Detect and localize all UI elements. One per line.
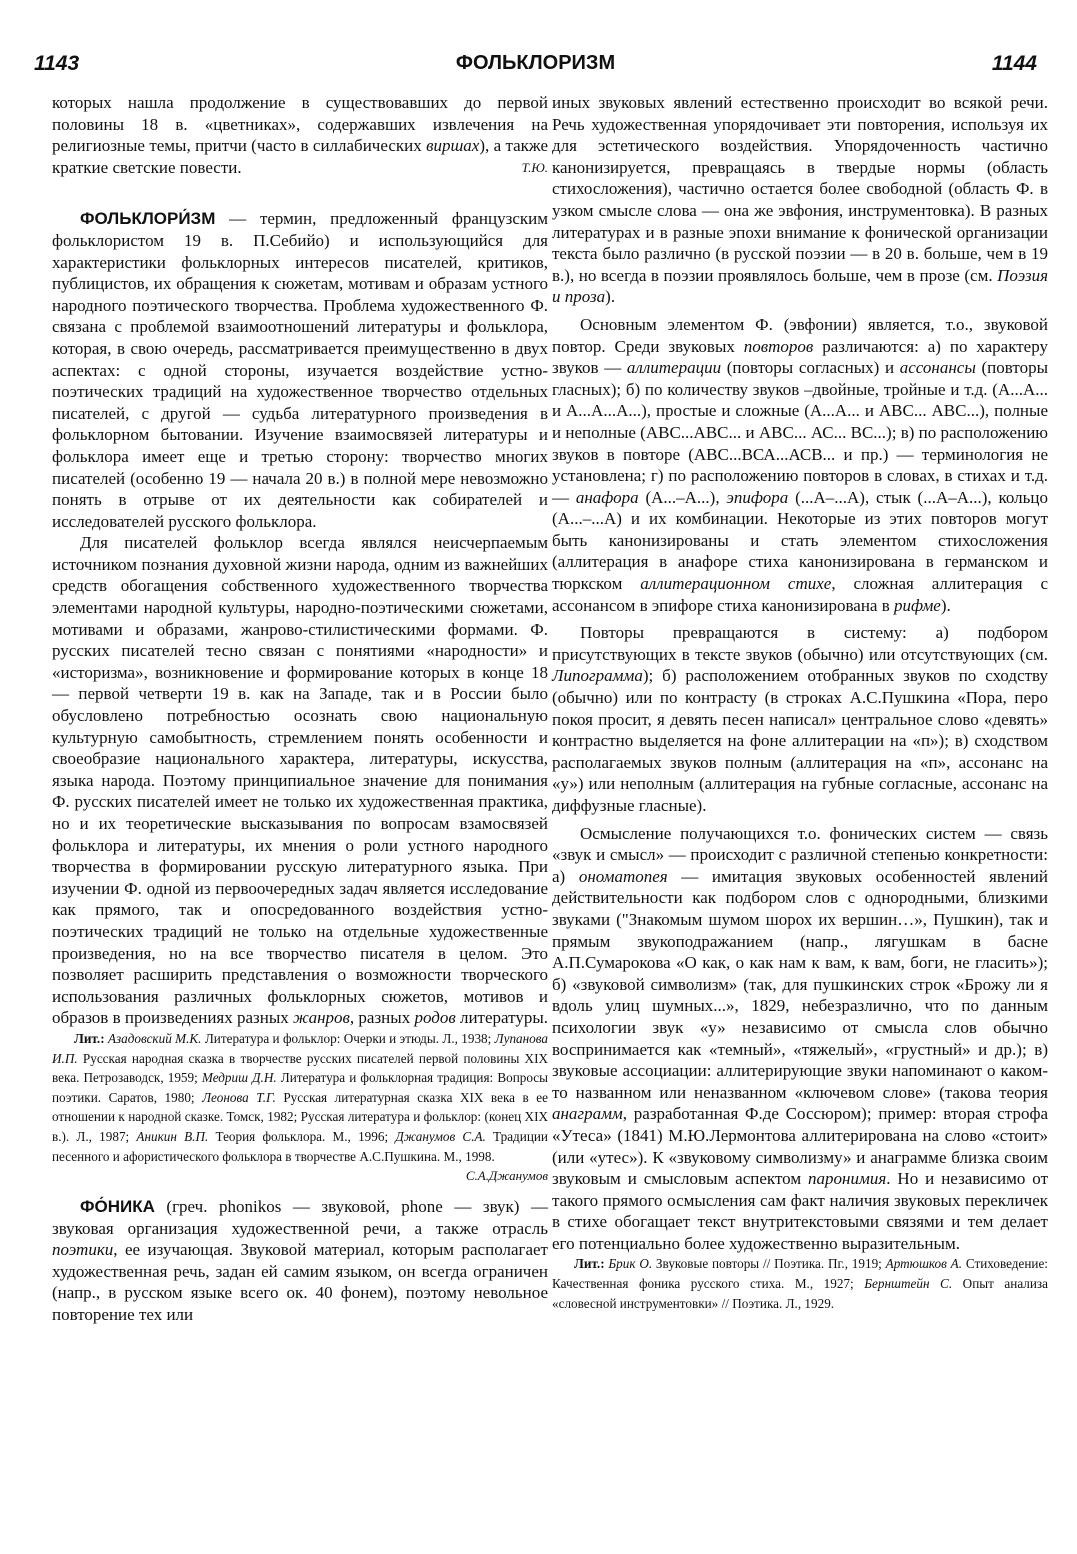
author-signature: Т.Ю. [521,159,548,175]
running-title: ФОЛЬКЛОРИЗМ [455,52,616,74]
paragraph: Для писателей фольклор всегда являлся неисчерпаемым источником познания духовной жизни народа, одним из важнейших средств обогащения собственного художественного творчества элементами народной культуры, народно-поэтическими сюжетами, мотивами и образами, жанрово-стилистическими формами. Ф. русских писателей тесно связан с понятиями «народности» и «историзма», возникновение и формирование которых в конце 18 — первой четверти 19 в. как на Западе, так и в России было обусловлено потребностью осознать свою национальную культурную самобытность, стремлением понять особенности и своеобразие национального характера, литературы, искусства, языка народа. Поэтому принципиальное значение для понимания Ф. русских писателей имеет не только их художественная практика, но и их теоретические высказывания по вопросам взамосвязей фольклора и литературы, их мнения о роли устного народного творчества в формировании русскую литературного языка. При изучении Ф. одной из первоочередных задач является исследование как прямого, так и опосредованного воздействия устно-поэтических традиций не только на отдельные художественные произведения, но на все творчество писателя в целом. Это позволяет расширить представления о возможности творческого использования различных фольклорных сюжетов, мотивов и образов в произведениях разных жанров, разных родов литературы. [52,533,549,1028]
bibliography: Лит.: Брик О. Звуковые повторы // Поэтика. Пг., 1919; Артюшков А. Стиховедение: Качественная фоника русского стиха. М., 1927; Бернштейн С. Опыт анализа «словесной инструментовки» // Поэтика. Л., 1929. [552,1256,1048,1311]
entry-headword: ФОЛЬКЛОРИ́ЗМ [80,209,216,229]
left-column [52,92,548,1326]
paragraph-continuation: которых нашла продолжение в существовавших до первой половины 18 в. «цветниках», содержавших извлечения на религиозные темы, притчи (часто в силлабических виршах), а также краткие светские повести. Т.Ю. [52,93,548,177]
page-header [34,52,1037,86]
bibliography: Лит.: Азадовский М.К. Литература и фольклор: Очерки и этюды. Л., 1938; Лупанова И.П. Русская народная сказка в творчестве русских писателей первой половины XIX века. Петрозаводск, 1959; Медриш Д.Н. Литература и фольклорная традиция: Вопросы поэтики. Саратов, 1980; Леонова Т.Г. Русская литературная сказка XIX века в ее отношении к народной сказке. Томск, 1982; Русская литература и фольклор: (конец XIX в.). Л., 1987; Аникин В.П. Теория фольклора. М., 1996; Джанумов С.А. Традиции песенного и афористического фольклора в творчестве А.С.Пушкина. М., 1998. С.А.Джанумов [52,1029,548,1166]
entry-headword: ФО́НИКА [80,1197,155,1217]
author-signature: С.А.Джанумов [465,1168,548,1184]
right-column [552,92,1048,1313]
page-number-left: 1143 [34,52,80,75]
entry-folklorism: ФОЛЬКЛОРИ́ЗМ — термин, предложенный французским фольклористом 19 в. П.Себийо) и использующийся для характеристики фольклорных интересов писателей, критиков, публицистов, их обращения к сюжетам, мотивам и образам устного народного поэтического творчества. Проблема художественного Ф. связана с проблемой взаимоотношений литературы и фольклора, которая, в свою очередь, рассматривается преимущественно в двух аспектах: с одной стороны, изучается воздействие устно-поэтических традиций на художественное творчество отдельных писателей, с другой — судьба литературного произведения в фольклорном бытовании. Изучение взаимосвязей литературы и фольклора имеет еще и третью сторону: творчество многих писателей (особенно 19 — начала 20 в.) в полной мере невозможно понять в отрыве от их деятельности как собирателей и исследователей русского фольклора. [52,209,548,531]
paragraph: Повторы превращаются в систему: а) подбором присутствующих в тексте звуков (обычно) или отсутствующих (см. Липограмма); б) расположением отобранных звуков по сходству (обычно) или по контрасту (в строках А.С.Пушкина «Пора, перо покоя просит, я девять песен написал» центральное слово «девять» контрастно выделяется на фоне аллитерации на «п»); в) сходством располагаемых звуков полным (аллитерация на «п», ассонанс на «у») или неполным (аллитерация на губные согласные, ассонанс на диффузные гласные). [552,623,1048,815]
entry-fonika: ФО́НИКА (греч. phonikos — звуковой, phone — звук) — звуковая организация художественной речи, а также отрасль поэтики, ее изучающая. Звуковой материал, которым располагает художественная речь, задан ей самим языком, он всегда ограничен (напр., в русском языке всего ок. 40 фонем), поэтому невольное повторение тех или [52,1197,548,1325]
paragraph: Осмысление получающихся т.о. фонических систем — связь «звук и смысл» — происходит с различной степенью конкретности: а) ономатопея — имитация звуковых особенностей явлений действительности как подбором слов с однородными, близкими звуками ("Знакомым шумом шорох их вершин…», Пушкин), так и прямым звукоподражанием (напр., лягушкам в басне А.П.Сумарокова «О как, о как нам к вам, к вам, боги, не гласить»); б) «звуковой символизм» (так, для пушкинских строк «Брожу ли я вдоль улиц шумных...», 1829, небезразлично, что по данным психологии звук «у» независимо от смысла слов обычно воспринимается как «темный», «тяжелый», «грустный» и др.); в) звуковые ассоциации: аллитерирующие звуки напоминают о каком-то названном или неназванном «ключевом слове» (такова теория анаграмм, разработанная Ф.де Соссюром); пример: вторая строфа «Утеса» (1841) М.Ю.Лермонтова аллитерирована на слово «стоит» (или «утес»). К «звуковому символизму» и анаграмме близка своим звуковым и смысловым аспектом паронимия. Но и независимо от такого прямого осмысления сам факт наличия звуковых перекличек в стихе обогащает текст внутритекстовыми связями и тем делает его потенциально более художественно выразительным. [552,823,1049,1253]
paragraph: Основным элементом Ф. (эвфонии) является, т.о., звуковой повтор. Среди звуковых повторов различаются: а) по характеру звуков — аллитерации (повторы согласных) и ассонансы (повторы гласных); б) по количеству звуков –двойные, тройные и т.д. (А...А... и А...А...А...), простые и сложные (А...А... и АВС... АВС...), полные и неполные (АВС...АВС... и АВС... АС... ВС...); в) по расположению звуков в повторе (АВС...ВСА...АСВ... и пр.) — терминология не установлена; г) по расположению повторов в словах, в стихах и т.д. — анафора (А...–А...), эпифора (...А–...А), стык (...А–А...), кольцо (А...–...А) и их комбинации. Некоторые из этих повторов могут быть канонизированы и стать элементом стихосложения (аллитерация в анафоре стиха канонизирована в германском и тюркском аллитерационном стихе, сложная аллитерация с ассонансом в эпифоре стиха канонизирована в рифме). [552,314,1049,615]
paragraph-continuation: иных звуковых явлений естественно происходит во всякой речи. Речь художественная упорядочивает эти повторения, используя их для эстетического воздействия. Упорядоченность частично канонизируется, превращаясь в твердые нормы (область стихосложения), частично остается более свободной (область Ф. в узком смысле слова — она же эвфония, инструментовка). В разных литературах и в разные эпохи внимание к фонической организации текста было различно (в русской поэзии — в 20 в. больше, чем в 19 в.), но всегда в поэзии проявлялось больше, чем в прозе (см. Поэзия и проза). [552,93,1048,307]
page-number-right: 1144 [991,52,1037,75]
